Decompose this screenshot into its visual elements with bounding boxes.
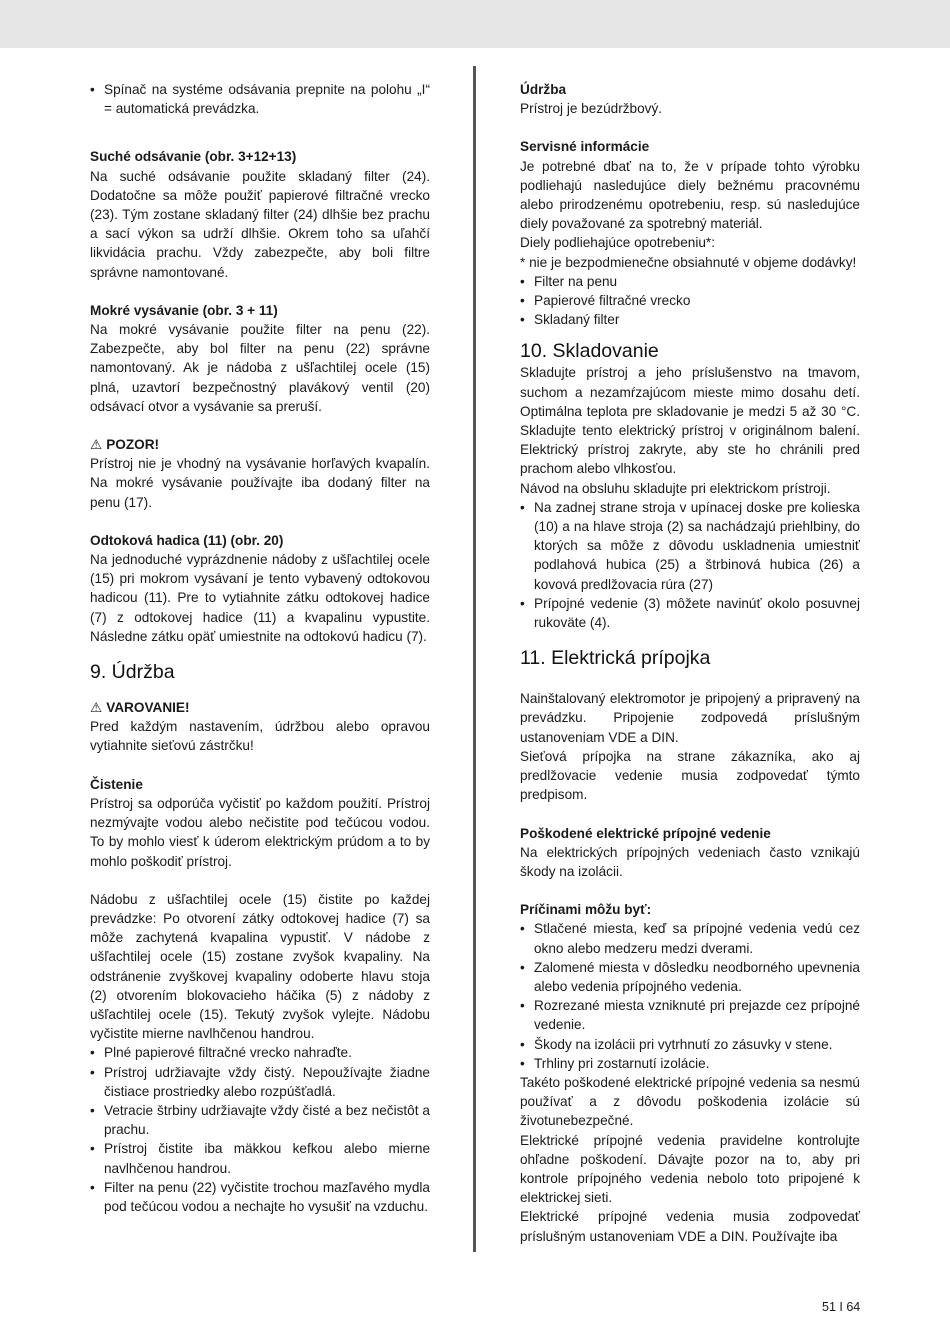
storage-text: Skladujte prístroj a jeho príslušenstvo na tmavom, suchom a nezamŕzajúcom mieste mimo dosahu detí. Optimálna teplota pre skladovanie je medzi 5 až 30 °C. Skladujte tento elektrický prístroj v originálnom balení. Elektrický prístroj zakryte, aby ste ho chránili pred prachom alebo vlhkosťou. bbox=[520, 365, 860, 477]
column-divider bbox=[473, 66, 476, 1252]
causes-heading: Príčinami môžu byť: bbox=[520, 902, 652, 918]
caution-heading bbox=[90, 435, 430, 454]
manual-storage-text: Návod na obsluhu skladujte pri elektrickom prístroji. bbox=[520, 480, 831, 496]
wet-suction-heading: Mokré vysávanie (obr. 3 + 11) bbox=[90, 302, 278, 318]
electric-text-4: Elektrické prípojné vedenia pravidelne kontrolujte ohľadne poškodení. Dávajte pozor na to, aby pri kontrole prípojného vedenia nebolo toto pripojené k elektrickej sieti. bbox=[520, 1132, 860, 1206]
list-item: • Filter na penu bbox=[520, 272, 860, 291]
electric-text-2: Sieťová prípojka na strane zákazníka, ako aj predlžovacie vedenie musia zodpovedať týmto predpisom. bbox=[520, 748, 860, 803]
list-item: • Filter na penu (22) vyčistite trochou mazľavého mydla pod tečúcou vodou a nechajte ho vysušiť na vzduchu. bbox=[90, 1178, 430, 1216]
list-item: • Prístroj čistite iba mäkkou kefkou alebo mierne navlhčenou handrou. bbox=[90, 1139, 430, 1177]
wet-suction-text: Na mokré vysávanie použite filter na penu (22). Zabezpečte, aby bol filter na penu (22) správne namontovaný. Ak je nádoba z ušľachtilej ocele (15) plná, uzavtorí bezpečnostný plavákový ventil (20) odsávací otvor a vysávanie sa preruší. bbox=[90, 322, 430, 414]
list-item: • Papierové filtračné vrecko bbox=[520, 291, 860, 310]
drain-hose-text: Na jednoduché vyprázdnenie nádoby z ušľachtilej ocele (15) pri mokrom vysávaní je tento vybavený odtokovou hadicou (11). Pre to vytiahnite zátku odtokovej hadice (7) z odtokovej hadice (11) a kvapalinu vypustite. Následne zátku opäť umiestnite na odtokovú hadicu (7). bbox=[90, 552, 430, 644]
intro-list bbox=[90, 80, 430, 118]
header-bar bbox=[0, 0, 950, 48]
left-column bbox=[90, 80, 430, 1216]
list-item: • Plné papierové filtračné vrecko nahraďte. bbox=[90, 1043, 430, 1062]
dry-suction-text: Na suché odsávanie použite skladaný filter (24). Dodatočne sa môže použiť papierové filtračné vrecko (23). Tým zostane skladaný filter (24) dlhšie bez prachu a sací výkon sa udrží dlhšie. Okrem toho sa uľahčí likvidácia prachu. Vždy zabezpečte, aby boli filtre správne namontované. bbox=[90, 168, 430, 280]
caution-label: POZOR! bbox=[106, 437, 160, 453]
wear-parts-list bbox=[520, 272, 860, 330]
electric-text-5: Elektrické prípojné vedenia musia zodpovedať príslušným ustanoveniam VDE a DIN. Používajte iba bbox=[520, 1209, 860, 1244]
dry-suction-heading: Suché odsávanie (obr. 3+12+13) bbox=[90, 149, 297, 165]
maintenance-text: Prístroj je bezúdržbový. bbox=[520, 101, 663, 117]
container-cleaning-text: Nádobu z ušľachtilej ocele (15) čistite po každej prevádzke: Po otvorení zátky odtokovej hadice (7) sa môže zachytená kvapalina vypustiť. V nádobe z ušľachtilej ocele (15) zostane zvyšok kvapaliny. Na odstránenie zvyškovej kvapaliny odoberte hlavu stoja (2) otvorením blokovacieho háčika (5) z nádoby z ušľachtilej ocele (15). Tekutý zvyšok vylejte. Nádobu vyčistite mierne navlhčenou handrou. bbox=[90, 891, 430, 1042]
damaged-cable-text: Na elektrických prípojných vedeniach často vznikajú škody na izolácii. bbox=[520, 844, 860, 879]
cleaning-heading: Čistenie bbox=[90, 776, 143, 792]
list-item: • Trhliny pri zostarnutí izolácie. bbox=[520, 1054, 860, 1073]
section-11-title: 11. Elektrická prípojka bbox=[520, 647, 711, 670]
list-item: • Rozrezané miesta vzniknuté pri prejazde cez prípojné vedenie. bbox=[520, 996, 860, 1034]
warning-triangle-icon: ⚠ bbox=[90, 437, 103, 453]
caution-text: Prístroj nie je vhodný na vysávanie horľavých kvapalín. Na mokré vysávanie používajte iba dodaný filter na penu (17). bbox=[90, 456, 430, 510]
damaged-cable-heading: Poškodené elektrické prípojné vedenie bbox=[520, 825, 771, 841]
right-column bbox=[520, 80, 860, 1246]
storage-list bbox=[520, 498, 860, 632]
drain-hose-heading: Odtoková hadica (11) (obr. 20) bbox=[90, 532, 284, 548]
warning-triangle-icon: ⚠ bbox=[90, 700, 103, 716]
section-9-title: 9. Údržba bbox=[90, 661, 175, 684]
service-heading: Servisné informácie bbox=[520, 139, 650, 155]
list-item: • Prípojné vedenie (3) môžete navinúť okolo posuvnej rukoväte (4). bbox=[520, 594, 860, 632]
section-10-title: 10. Skladovanie bbox=[520, 340, 659, 363]
warning-heading bbox=[90, 698, 430, 717]
warning-text: Pred každým nastavením, údržbou alebo opravou vytiahnite sieťovú zástrčku! bbox=[90, 719, 430, 754]
maintenance-heading: Údržba bbox=[520, 82, 567, 97]
causes-list bbox=[520, 919, 860, 1073]
footnote: * nie je bezpodmienečne obsiahnuté v objeme dodávky! bbox=[520, 254, 857, 270]
wear-parts-label: Diely podliehajúce opotrebeniu*: bbox=[520, 235, 715, 251]
warning-label: VAROVANIE! bbox=[106, 700, 190, 716]
page-number: 51 I 64 bbox=[822, 1300, 861, 1314]
cleaning-list bbox=[90, 1043, 430, 1216]
list-item: • Spínač na systéme odsávania prepnite na polohu „I“ = automatická prevádzka. bbox=[90, 80, 430, 118]
electric-text-3: Takéto poškodené elektrické prípojné vedenia sa nesmú používať a z dôvodu poškodenia izolácie sú životunebezpečné. bbox=[520, 1074, 860, 1129]
list-item: • Škody na izolácii pri vytrhnutí zo zásuvky v stene. bbox=[520, 1035, 860, 1054]
list-item: • Zalomené miesta v dôsledku neodborného upevnenia alebo vedenia prípojného vedenia. bbox=[520, 958, 860, 996]
electric-text-1: Nainštalovaný elektromotor je pripojený a pripravený na prevádzku. Pripojenie zodpovedá príslušným ustanoveniam VDE a DIN. bbox=[520, 691, 860, 745]
list-item: • Skladaný filter bbox=[520, 310, 860, 329]
list-item: • Stlačené miesta, keď sa prípojné vedenia vedú cez okno alebo medzeru medzi dverami. bbox=[520, 919, 860, 957]
service-text: Je potrebné dbať na to, že v prípade tohto výrobku podliehajú nasledujúce diely bežnému pracovnému alebo prirodzenému opotrebeniu, resp. sú nasledujúce diely považované za spotrebný materiál. bbox=[520, 158, 860, 232]
cleaning-text: Prístroj sa odporúča vyčistiť po každom použití. Prístroj nezmývajte vodou alebo nečistite pod tečúcou vodou. To by mohlo viesť k úderom elektrickým prúdom a to by mohlo poškodiť prístroj. bbox=[90, 795, 430, 869]
list-item: • Vetracie štrbiny udržiavajte vždy čisté a bez nečistôt a prachu. bbox=[90, 1101, 430, 1139]
list-item: • Prístroj udržiavajte vždy čistý. Nepoužívajte žiadne čistiace prostriedky alebo rozpúšťadlá. bbox=[90, 1063, 430, 1101]
list-item: • Na zadnej strane stroja v upínacej doske pre kolieska (10) a na hlave stroja (2) sa nachádzajú priehlbiny, do ktorých sa môže z dôvodu uskladnenia umiestniť podlahová hubica (25) a štrbinová hubica (26) a kovová predlžovacia rúra (27) bbox=[520, 498, 860, 594]
